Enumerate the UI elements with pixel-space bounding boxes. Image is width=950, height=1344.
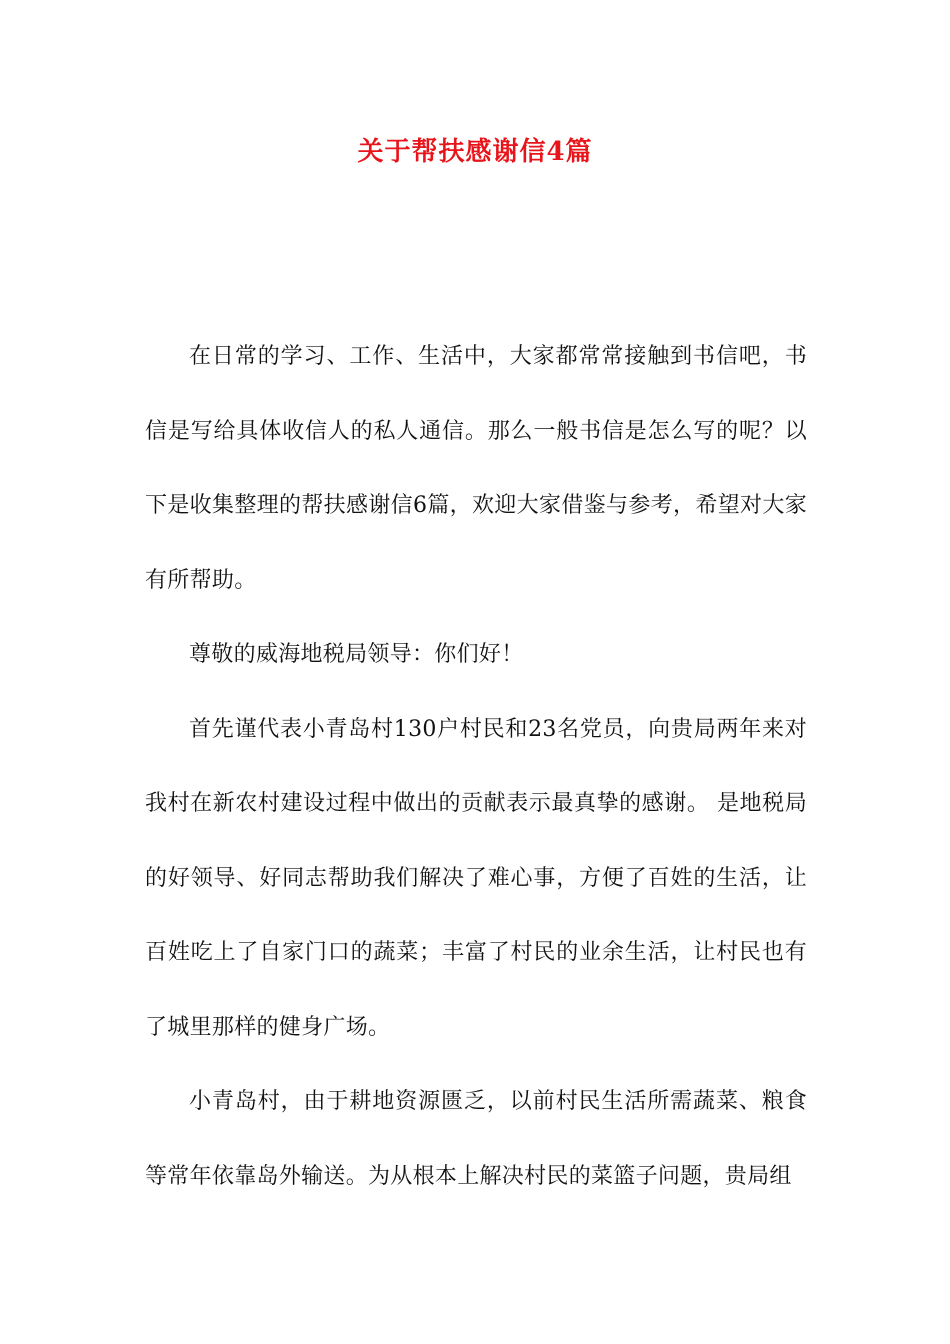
paragraph-village: 小青岛村，由于耕地资源匮乏，以前村民生活所需蔬菜、粮食等常年依靠岛外输送。为从根本上解决村民的菜篮子问题，贵局组 <box>145 1089 807 1189</box>
paragraph-salutation: 尊敬的威海地税局领导：你们好！ <box>189 642 524 667</box>
paragraph-thanks: 首先谨代表小青岛村130户村民和23名党员，向贵局两年来对我村在新农村建设过程中做出的贡献表示最真挚的感谢。 是地税局的好领导、好同志帮助我们解决了难心事，方便了百姓的生活，让百姓吃上了自家门口的蔬菜；丰富了村民的业余生活，让村民也有了城里那样的健身广场。 <box>145 716 807 1040</box>
document-title: 关于帮扶感谢信4篇 <box>357 137 593 167</box>
paragraph-intro: 在日常的学习、工作、生活中，大家都常常接触到书信吧，书信是写给具体收信人的私人通信。那么一般书信是怎么写的呢？以下是收集整理的帮扶感谢信6篇，欢迎大家借鉴与参考，希望对大家有所帮助。 <box>145 344 807 593</box>
document-body <box>145 320 807 1214</box>
